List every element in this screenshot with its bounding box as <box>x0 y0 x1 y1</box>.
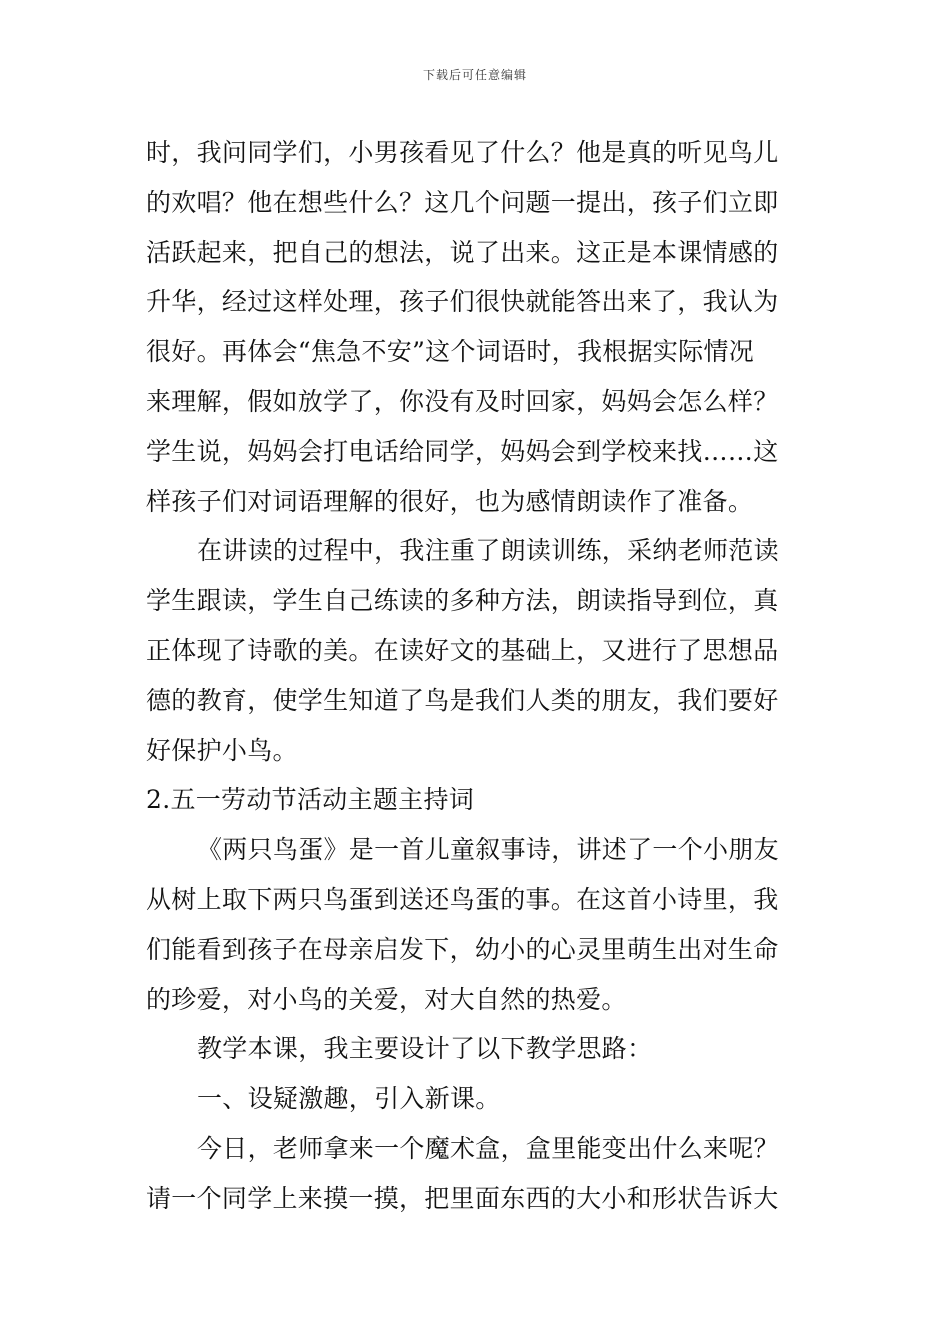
text-line: 请一个同学上来摸一摸，把里面东西的大小和形状告诉大 <box>146 1183 779 1213</box>
page-header: 下载后可任意编辑 <box>422 68 527 82</box>
text-line: 教学本课，我主要设计了以下教学思路： <box>197 1034 653 1064</box>
text-line: 学生跟读，学生自己练读的多种方法，朗读指导到位，真 <box>146 586 779 616</box>
text-line: 样孩子们对词语理解的很好，也为感情朗读作了准备。 <box>146 486 754 516</box>
text-line: 的欢唱？他在想些什么？这几个问题一提出，孩子们立即 <box>146 187 779 217</box>
text-line: 在讲读的过程中，我注重了朗读训练，采纳老师范读 <box>197 536 779 566</box>
text-line: 《两只鸟蛋》是一首儿童叙事诗，讲述了一个小朋友 <box>197 835 779 865</box>
body-text <box>146 128 808 1224</box>
text-line: 从树上取下两只鸟蛋到送还鸟蛋的事。在这首小诗里，我 <box>146 884 779 914</box>
text-line: 时，我问同学们，小男孩看见了什么？他是真的听见鸟儿 <box>146 138 779 167</box>
text-line: 们能看到孩子在母亲启发下，幼小的心灵里萌生出对生命 <box>146 934 779 964</box>
text-line: 好保护小鸟。 <box>146 735 298 765</box>
text-line: 学生说，妈妈会打电话给同学，妈妈会到学校来找……这 <box>146 436 779 466</box>
text-line: 德的教育，使学生知道了鸟是我们人类的朋友，我们要好 <box>146 685 779 715</box>
text-line: 升华，经过这样处理，孩子们很快就能答出来了，我认为 <box>146 287 779 317</box>
text-line: 活跃起来，把自己的想法，说了出来。这正是本课情感的 <box>146 237 779 267</box>
text-line: 今日，老师拿来一个魔术盒，盒里能变出什么来呢？ <box>197 1133 779 1163</box>
text-line: 2.五一劳动节活动主题主持词 <box>146 785 475 815</box>
text-line: 很好。再体会“焦急不安”这个词语时，我根据实际情况 <box>146 337 755 367</box>
text-line: 的珍爱，对小鸟的关爱，对大自然的热爱。 <box>146 984 627 1014</box>
text-line: 一、设疑激趣，引入新课。 <box>197 1084 501 1114</box>
text-line: 正体现了诗歌的美。在读好文的基础上，又进行了思想品 <box>146 635 779 665</box>
text-line: 来理解，假如放学了，你没有及时回家，妈妈会怎么样？ <box>146 386 779 416</box>
